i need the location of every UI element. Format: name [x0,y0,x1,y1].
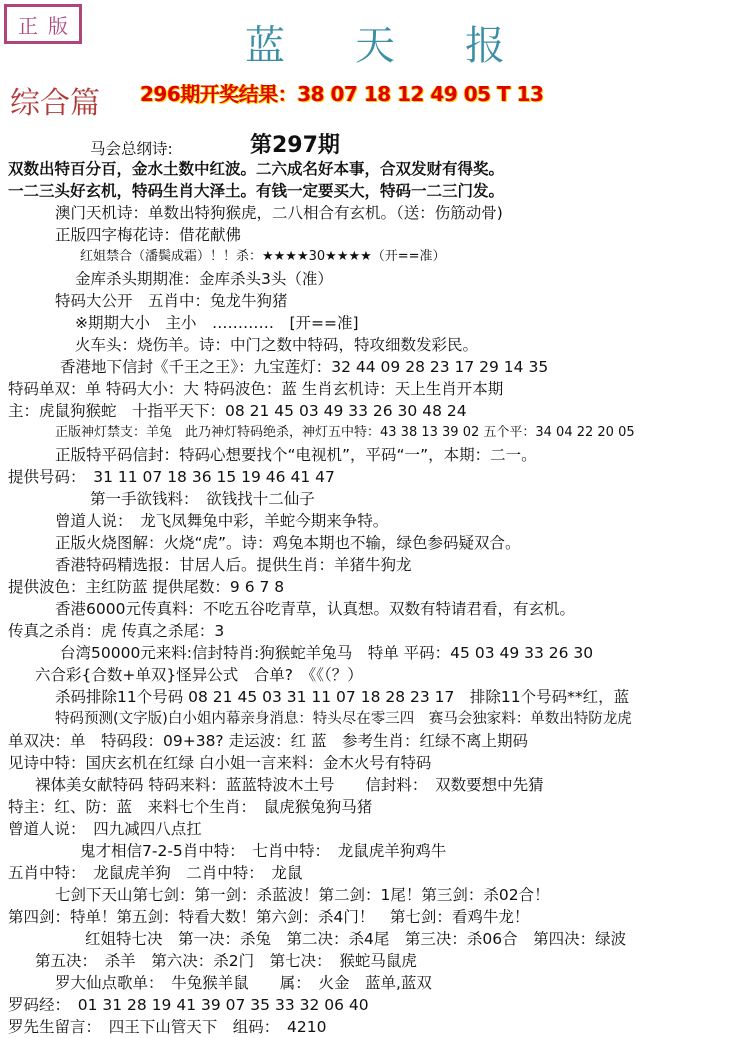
title-char-1: 蓝 [245,22,285,69]
text-line: 第一手欲钱料： 欲钱找十二仙子 [90,490,315,508]
text-line: 正版四字梅花诗：借花献佛 [55,226,242,244]
text-line: 双数出特百分百，金水土数中红波。二六成名好本事，合双发财有得奖。 [8,160,505,178]
authentic-stamp [4,4,82,44]
title-char-3: 报 [465,22,505,69]
text-line: 红姐特七决 第一决：杀兔 第二决：杀4尾 第三决：杀06合 第四决：绿波 [85,930,627,948]
text-line: 正版火烧图解：火烧“虎”。诗：鸡兔本期也不输，绿色参码疑双合。 [55,534,521,552]
text-line: 提供号码： 31 11 07 18 36 15 19 46 41 47 [8,468,335,486]
text-line: 鬼才相信7-2-5肖中特： 七肖中特： 龙鼠虎羊狗鸡牛 [80,842,447,860]
text-line: 传真之杀肖：虎 传真之杀尾：3 [8,622,225,640]
text-line: 六合彩{合数+单双}怪异公式 合单? 《《（？） [35,666,363,684]
text-line: 香港6000元传真料：不吃五谷吃青草，认真想。双数有特请君看，有玄机。 [55,600,575,618]
newspaper-title [245,14,505,70]
draw-result: 296期开奖结果：38 07 18 12 49 05 T 13 [140,82,544,106]
text-line: 特主：红、防：蓝 来料七个生肖： 鼠虎猴兔狗马猪 [8,798,373,816]
text-line: 裸体美女献特码 特码来料：蓝蓝特波木土号 信封料： 双数要想中先猜 [35,776,544,794]
text-line: 罗大仙点歌单： 牛兔猴羊鼠 属： 火金 蓝单,蓝双 [55,974,432,992]
text-line: 杀码排除11个号码 08 21 45 03 31 11 07 18 28 23 17 排除11个号码**红，蓝 [55,688,630,706]
text-line: 见诗中特：国庆玄机在红绿 白小姐一言来料：金木火号有特码 [8,754,432,772]
text-line: 金库杀头期期准：金库杀头3头（准） [75,270,333,288]
text-line: 正版特平码信封：特码心想要找个“电视机”，平码“一”，本期：二一。 [55,446,537,464]
text-line: 红姐禁合（潘鬓成霜）！！杀：★★★★30★★★★（开==准） [80,249,446,264]
text-line: 提供波色：主红防蓝 提供尾数：9 6 7 8 [8,578,285,596]
text-line: 台湾50000元来料:信封特肖:狗猴蛇羊兔马 特单 平码：45 03 49 33 26 30 [60,644,594,662]
text-line: 主：虎鼠狗猴蛇 十指平天下：08 21 45 03 49 33 26 30 48 24 [8,402,467,420]
text-line: 一二三头好玄机，特码生肖大泽土。有钱一定要买大，特码一二三门发。 [8,182,505,200]
stamp-char-2: 版 [48,13,68,38]
text-line: 五肖中特： 龙鼠虎羊狗 二肖中特： 龙鼠 [8,864,303,882]
text-line: 特码单双：单 特码大小：大 特码波色：蓝 生肖玄机诗：天上生肖开本期 [8,380,504,398]
text-line: 七剑下天山第七剑：第一剑：杀蓝波！第二剑：1尾！第三剑：杀02合！ [55,886,550,904]
text-line: 香港地下信封《千王之王》：九宝莲灯：32 44 09 28 23 17 29 14 35 [60,358,549,376]
text-line: 特码预测(文字版)白小姐内幕亲身消息：特头尽在零三四 赛马会独家料：单数出特防龙虎 [55,711,632,727]
text-line: 澳门天机诗：单数出特狗猴虎，二八相合有玄机。（送：伤筋动骨) [55,204,503,222]
text-line: 罗先生留言： 四王下山管天下 组码： 4210 [8,1018,327,1036]
text-line: 第四剑：特单！第五剑：特看大数！第六剑：杀4门！ 第七剑：看鸡牛龙！ [8,908,530,926]
text-line: 单双决：单 特码段：09+38? 走运波：红 蓝 参考生肖：红绿不离上期码 [8,732,529,750]
stamp-char-1: 正 [18,13,38,38]
text-line: 特码大公开 五肖中：兔龙牛狗猪 [55,292,288,310]
text-line: 曾道人说： 四九减四八点扛 [8,820,202,838]
text-line: 罗码经： 01 31 28 19 41 39 07 35 33 32 06 40 [8,996,369,1014]
issue-number: 第297期 [250,133,340,158]
text-line: 第五决： 杀羊 第六决：杀2门 第七决： 猴蛇马鼠虎 [35,952,417,970]
text-line: 正版神灯禁支：羊兔 此乃神灯特码绝杀，神灯五中特：43 38 13 39 02 五个平：34 04 22 20 05 [55,425,635,440]
text-line: 香港特码精选报：甘居人后。提供生肖：羊猪牛狗龙 [55,556,412,574]
text-line: 火车头：烧伤羊。诗：中门之数中特码，特攻细数发彩民。 [75,336,479,354]
title-char-2: 天 [355,22,395,69]
text-line: ※期期大小 主小 ………… [开==准] [75,314,359,332]
text-line: 曾道人说： 龙飞凤舞兔中彩，羊蛇今期来争特。 [55,512,389,530]
section-heading: 综合篇 [10,86,100,121]
text-line: 马会总纲诗: [90,140,173,158]
